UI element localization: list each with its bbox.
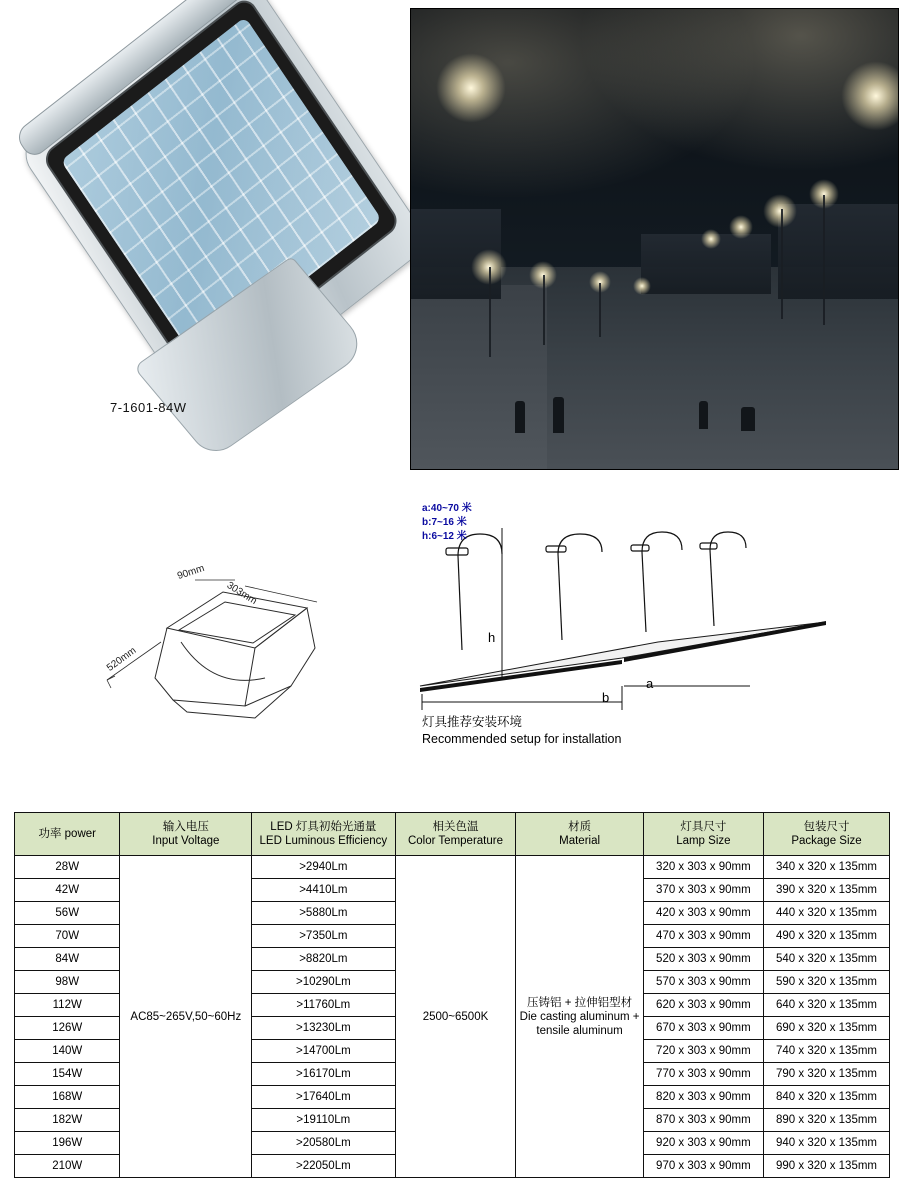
cell-material-cn: 压铸铝 + 拉伸铝型材 <box>527 996 633 1009</box>
cell-luminous-flux: >10290Lm <box>252 971 395 994</box>
cell-power: 196W <box>15 1132 120 1155</box>
photo-pedestrian <box>699 401 708 429</box>
diagram-label-b: b <box>602 690 610 705</box>
photo-pedestrian <box>741 407 755 431</box>
photo-pedestrian <box>553 397 564 433</box>
cell-power: 98W <box>15 971 120 994</box>
cell-luminous-flux: >2940Lm <box>252 856 395 879</box>
cell-package-size: 490 x 320 x 135mm <box>764 925 890 948</box>
dimension-label-length: 520mm <box>104 645 139 674</box>
cell-package-size: 440 x 320 x 135mm <box>764 902 890 925</box>
cell-power: 182W <box>15 1109 120 1132</box>
cell-package-size: 640 x 320 x 135mm <box>764 994 890 1017</box>
diagram-caption-cn: 灯具推荐安装环境 <box>422 715 523 729</box>
cell-lamp-size: 620 x 303 x 90mm <box>643 994 763 1017</box>
cell-power: 140W <box>15 1040 120 1063</box>
cell-material <box>516 856 643 1178</box>
cell-lamp-size: 720 x 303 x 90mm <box>643 1040 763 1063</box>
cell-package-size: 990 x 320 x 135mm <box>764 1155 890 1178</box>
cell-lamp-size: 670 x 303 x 90mm <box>643 1017 763 1040</box>
cell-luminous-flux: >16170Lm <box>252 1063 395 1086</box>
cell-material-en: Die casting aluminum + tensile aluminum <box>519 1010 640 1037</box>
photo-light-pole <box>489 267 491 357</box>
header-color-temperature <box>395 813 516 856</box>
header-lumen-cn: LED 灯具初始光通量 <box>270 821 377 833</box>
cell-lamp-size: 370 x 303 x 90mm <box>643 879 763 902</box>
photo-light-pole <box>543 275 545 345</box>
header-input-voltage <box>120 813 252 856</box>
header-package-size <box>764 813 890 856</box>
photo-streetlight-glow <box>633 277 651 295</box>
dimension-label-width: 303mm <box>224 579 259 608</box>
table-body <box>15 856 890 1178</box>
cell-lamp-size: 420 x 303 x 90mm <box>643 902 763 925</box>
diagram-label-a: a <box>646 676 654 691</box>
cell-luminous-flux: >5880Lm <box>252 902 395 925</box>
photo-streetlight-glow <box>763 194 797 228</box>
photo-light-pole <box>823 195 825 325</box>
header-voltage-cn: 输入电压 <box>162 821 209 833</box>
cell-luminous-flux: >13230Lm <box>252 1017 395 1040</box>
cell-power: 168W <box>15 1086 120 1109</box>
cell-package-size: 540 x 320 x 135mm <box>764 948 890 971</box>
cell-package-size: 890 x 320 x 135mm <box>764 1109 890 1132</box>
header-power-cn: 功率 power <box>38 828 96 840</box>
technical-diagrams-section <box>0 480 904 770</box>
diagram-label-h: h <box>488 630 496 645</box>
cell-power: 70W <box>15 925 120 948</box>
cell-lamp-size: 920 x 303 x 90mm <box>643 1132 763 1155</box>
header-cct-en: Color Temperature <box>407 835 503 847</box>
night-street-photo <box>410 8 899 470</box>
header-lamp-size-en: Lamp Size <box>676 835 731 847</box>
installation-diagram <box>410 490 880 770</box>
cell-color-temperature: 2500~6500K <box>395 856 516 1178</box>
header-lumen-en: LED Luminous Efficiency <box>259 835 388 847</box>
cell-luminous-flux: >4410Lm <box>252 879 395 902</box>
dimension-label-height: 90mm <box>175 562 206 583</box>
cell-package-size: 390 x 320 x 135mm <box>764 879 890 902</box>
cell-luminous-flux: >20580Lm <box>252 1132 395 1155</box>
cell-package-size: 740 x 320 x 135mm <box>764 1040 890 1063</box>
cell-package-size: 840 x 320 x 135mm <box>764 1086 890 1109</box>
header-material-en: Material <box>559 835 601 847</box>
range-h: h:6~12 米 <box>422 531 467 542</box>
cell-luminous-flux: >17640Lm <box>252 1086 395 1109</box>
header-voltage-en: Input Voltage <box>152 835 220 847</box>
photo-streetlight-glow <box>436 53 506 123</box>
cell-input-voltage: AC85~265V,50~60Hz <box>120 856 252 1178</box>
cell-power: 28W <box>15 856 120 879</box>
cell-luminous-flux: >14700Lm <box>252 1040 395 1063</box>
range-b: b:7~16 米 <box>422 517 467 528</box>
header-material-cn: 材质 <box>568 821 592 833</box>
installation-ranges <box>422 502 472 544</box>
table-header <box>15 813 890 856</box>
cell-lamp-size: 970 x 303 x 90mm <box>643 1155 763 1178</box>
photo-streetlight-glow <box>701 229 721 249</box>
cell-package-size: 590 x 320 x 135mm <box>764 971 890 994</box>
cell-luminous-flux: >8820Lm <box>252 948 395 971</box>
header-lamp-size <box>643 813 763 856</box>
cell-luminous-flux: >7350Lm <box>252 925 395 948</box>
cell-package-size: 940 x 320 x 135mm <box>764 1132 890 1155</box>
cell-power: 112W <box>15 994 120 1017</box>
header-power <box>15 813 120 856</box>
cell-lamp-size: 770 x 303 x 90mm <box>643 1063 763 1086</box>
photo-light-pole <box>781 209 783 319</box>
dimension-drawing <box>95 550 395 740</box>
cell-luminous-flux: >22050Lm <box>252 1155 395 1178</box>
header-material <box>516 813 643 856</box>
dimension-drawing-svg <box>95 550 395 740</box>
cell-lamp-size: 470 x 303 x 90mm <box>643 925 763 948</box>
cell-luminous-flux: >11760Lm <box>252 994 395 1017</box>
cell-lamp-size: 870 x 303 x 90mm <box>643 1109 763 1132</box>
header-lamp-size-cn: 灯具尺寸 <box>680 821 727 833</box>
cell-package-size: 690 x 320 x 135mm <box>764 1017 890 1040</box>
cell-power: 42W <box>15 879 120 902</box>
installation-diagram-svg <box>410 490 880 720</box>
cell-lamp-size: 320 x 303 x 90mm <box>643 856 763 879</box>
product-model-caption: 7-1601-84W <box>110 400 187 415</box>
photo-pedestrian <box>515 401 525 433</box>
diagram-caption <box>422 714 621 748</box>
cell-package-size: 340 x 320 x 135mm <box>764 856 890 879</box>
table-header-row <box>15 813 890 856</box>
cell-lamp-size: 570 x 303 x 90mm <box>643 971 763 994</box>
header-package-size-cn: 包装尺寸 <box>803 821 850 833</box>
range-a: a:40~70 米 <box>422 503 472 514</box>
header-luminous-flux <box>252 813 395 856</box>
cell-power: 84W <box>15 948 120 971</box>
cell-power: 126W <box>15 1017 120 1040</box>
cell-lamp-size: 520 x 303 x 90mm <box>643 948 763 971</box>
diagram-caption-en: Recommended setup for installation <box>422 732 622 746</box>
cell-lamp-size: 820 x 303 x 90mm <box>643 1086 763 1109</box>
product-image-area <box>0 0 410 470</box>
photo-streetlight-glow <box>729 215 753 239</box>
photo-light-pole <box>599 283 601 337</box>
table-row <box>15 856 890 879</box>
cell-luminous-flux: >19110Lm <box>252 1109 395 1132</box>
cell-power: 56W <box>15 902 120 925</box>
specification-table <box>14 812 890 1178</box>
cell-power: 210W <box>15 1155 120 1178</box>
header-package-size-en: Package Size <box>791 835 862 847</box>
header-cct-cn: 相关色温 <box>432 821 479 833</box>
photo-building-right <box>778 204 898 299</box>
product-showcase-section <box>0 0 904 480</box>
cell-power: 154W <box>15 1063 120 1086</box>
lamp-body <box>16 0 421 397</box>
cell-package-size: 790 x 320 x 135mm <box>764 1063 890 1086</box>
photo-sidewalk <box>411 285 547 469</box>
